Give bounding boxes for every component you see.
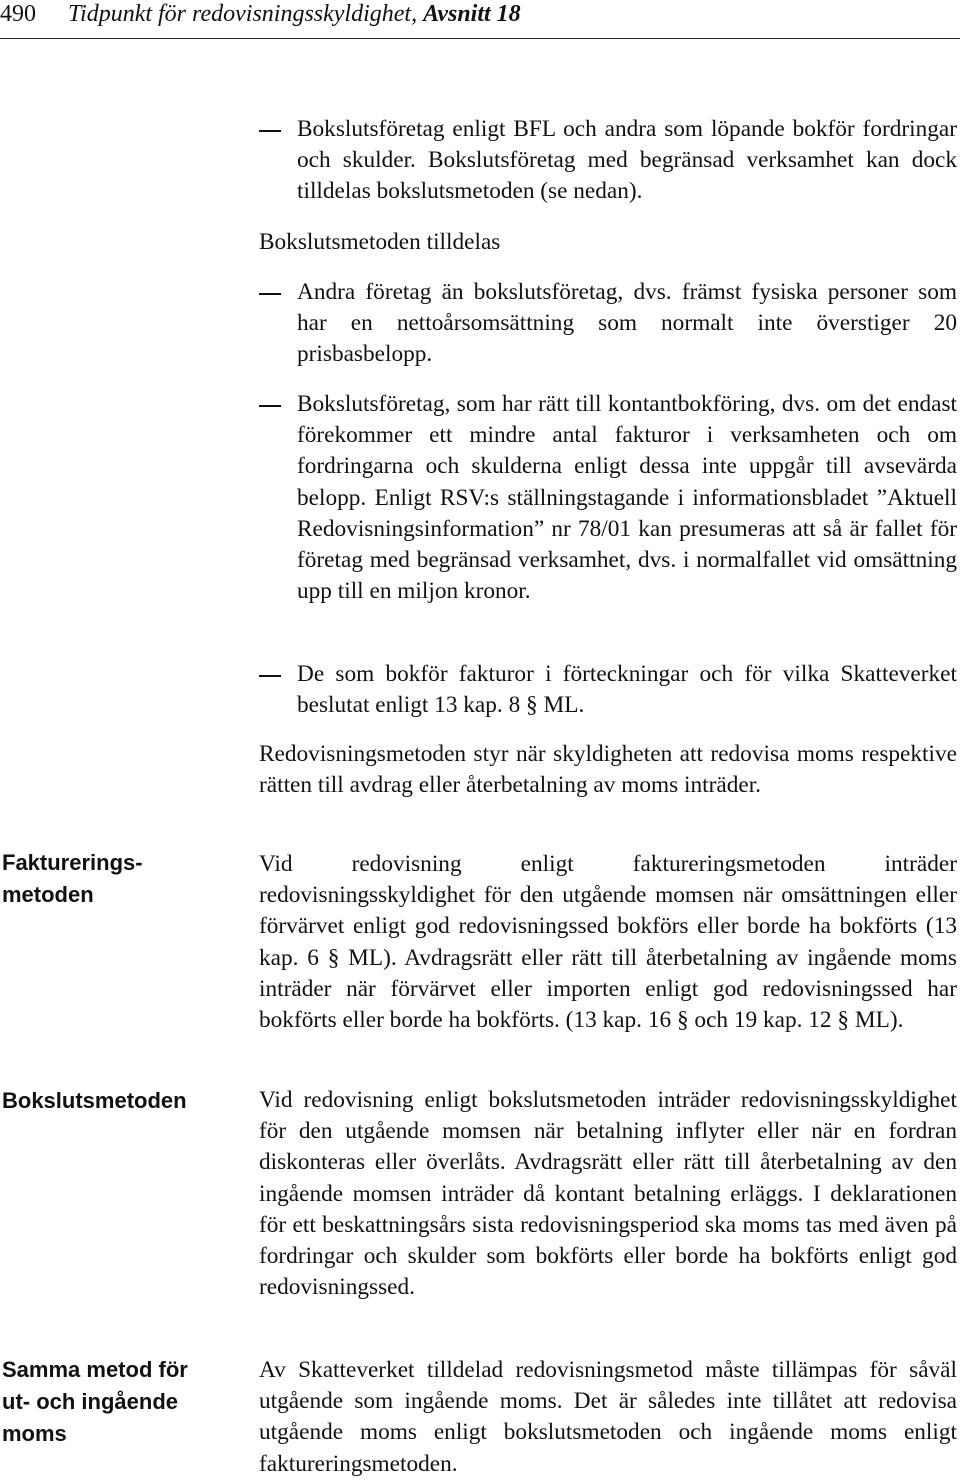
margin-note-text: Bokslutsmetoden bbox=[2, 1088, 187, 1113]
margin-note-text: Fakturerings-metoden bbox=[2, 850, 143, 907]
list-item-other-companies bbox=[259, 277, 957, 371]
header-rule bbox=[0, 38, 960, 39]
paragraph-text: Vid redovisning enligt faktureringsmetoden inträder redovisningsskyldighet för den utgående momsen när omsättningen eller förvärvet enligt god redovisningssed bokförs eller borde ha bokförts (13 kap. 6 § ML). Avdragsrätt eller rätt till återbetalning av ingående moms inträder när förvärvet eller importen enligt god redovisningssed har bokförts eller borde ha bokförts. (13 kap. 16 § och 19 kap. 12 § ML). bbox=[259, 851, 957, 1034]
margin-note-closing-method bbox=[2, 1085, 222, 1117]
paragraph-assignment bbox=[259, 227, 957, 258]
paragraph-text: Redovisningsmetoden styr när skyldigheten att redovisa moms respektive rätten till avdrag eller återbetalning av moms inträder. bbox=[259, 741, 957, 799]
margin-note-invoice-method bbox=[2, 847, 222, 911]
list-item-text: Bokslutsföretag, som har rätt till kontantbokföring, dvs. om det endast förekommer ett mindre antal fakturor i verksamheten och om fordringarna och skulderna enligt dessa inte uppgår till avsevärda belopp. Enligt RSV:s ställningstagande i informationsbladet ”Aktuell Redovisningsinformation” nr 78/01 kan presumeras att så är fallet för företag med begränsad verksamhet, dvs. i normalfallet vid omsättning upp till en miljon kronor. bbox=[297, 391, 957, 605]
paragraph-text: Bokslutsmetoden tilldelas bbox=[259, 229, 501, 255]
list-item-bookkeeping-companies bbox=[259, 114, 957, 208]
page-number: 490 bbox=[0, 1, 36, 27]
paragraph-text: Av Skatteverket tilldelad redovisningsmetod måste tillämpas för såväl utgående som ingående moms. Det är således inte tillåtet att redovisa utgående moms enligt bokslutsmetoden och ingående moms enligt faktureringsmetoden. bbox=[259, 1357, 957, 1477]
paragraph-method bbox=[259, 739, 957, 801]
list-item-text: De som bokför fakturor i förteckningar och för vilka Skatteverket beslutat enligt 13 kap. 8 § ML. bbox=[297, 661, 957, 719]
list-item-text: Bokslutsföretag enligt BFL och andra som löpande bokför fordringar och skulder. Bokslutsföretag med begränsad verksamhet kan dock tilldelas bokslutsmetoden (se nedan). bbox=[297, 116, 957, 205]
list-item-cash-bookkeeping bbox=[259, 389, 957, 607]
margin-note-same-method bbox=[2, 1354, 222, 1450]
running-title bbox=[68, 0, 521, 28]
dash-bullet bbox=[259, 293, 281, 295]
paragraph-closing-method bbox=[259, 1085, 957, 1303]
paragraph-same-method bbox=[259, 1355, 957, 1480]
dash-bullet bbox=[259, 675, 281, 677]
dash-bullet bbox=[259, 130, 281, 132]
margin-note-text: Samma metod för ut- och ingående moms bbox=[2, 1357, 188, 1446]
paragraph-text: Vid redovisning enligt bokslutsmetoden inträder redovisningsskyldighet för den utgående momsen när betalning inflyter eller när en fordran diskonteras eller överlåts. Avdragsrätt eller rätt till återbetalning av den ingående momsen inträder då kontant betalning erläggs. I deklarationen för ett beskattningsårs sista redovisningsperiod ska moms tas med även på fordringar och skulder som bokförts eller borde ha bokförts enligt god redovisningssed. bbox=[259, 1087, 957, 1301]
running-title-text: Tidpunkt för redovisningsskyldighet, bbox=[68, 1, 418, 27]
running-title-section: Avsnitt 18 bbox=[423, 1, 521, 27]
paragraph-invoice-method bbox=[259, 849, 957, 1036]
list-item-invoice-registers bbox=[259, 659, 957, 721]
dash-bullet bbox=[259, 405, 281, 407]
list-item-text: Andra företag än bokslutsföretag, dvs. främst fysiska personer som har en nettoårsomsättning som normalt inte överstiger 20 prisbasbelopp. bbox=[297, 279, 957, 368]
